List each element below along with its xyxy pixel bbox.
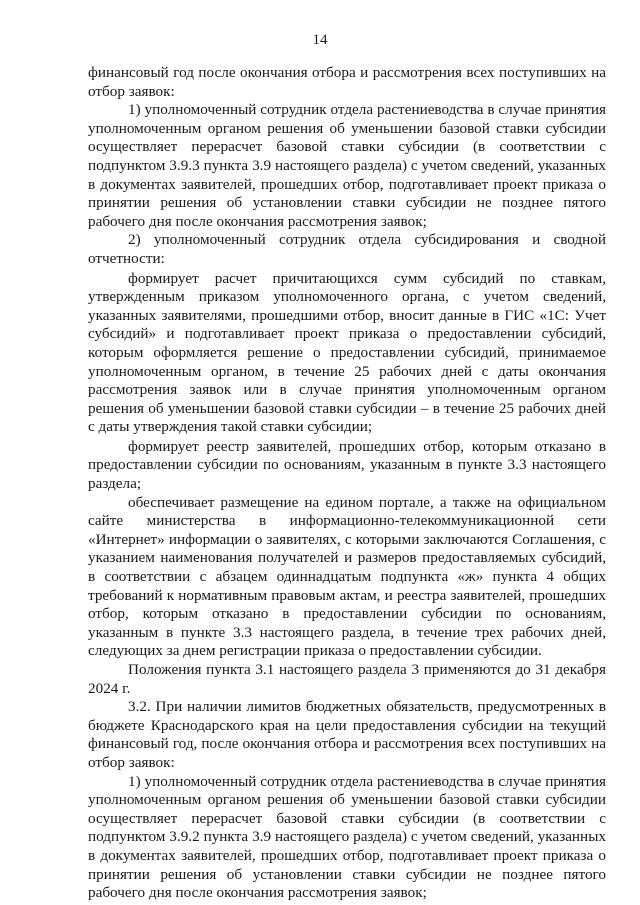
paragraph-3-2: 3.2. При наличии лимитов бюджетных обязательств, предусмотренных в бюджете Краснодарского края на цели предоставления субсидии на текущий финансовый год, после окончания отбора и рассмотрения всех поступивших на отбор заявок: [88,698,606,771]
page-number: 14 [312,32,328,48]
paragraph-continuation: финансовый год после окончания отбора и рассмотрения всех поступивших на отбор заявок: [88,64,606,100]
paragraph-item-1-plant-growing: 1) уполномоченный сотрудник отдела растениеводства в случае принятия уполномоченным органом решения об уменьшении базовой ставки субсидии осуществляет перерасчет базовой ставки субсидии (в соответствии с подпунктом 3.9.3 пункта 3.9 настоящего раздела) с учетом сведений, указанных в документах заявителей, прошедших отбор, подготавливает проект приказа о принятии решения об установлении ставки субсидии не позднее пятого рабочего дня после окончания рассмотрения заявок; [88,101,606,230]
paragraph-item-2-subsidy-dept: 2) уполномоченный сотрудник отдела субсидирования и сводной отчетности: [88,231,606,267]
body-text [88,64,606,903]
paragraph-validity: Положения пункта 3.1 настоящего раздела 3 применяются до 31 декабря 2024 г. [88,661,606,697]
paragraph-calculation: формирует расчет причитающихся сумм субсидий по ставкам, утвержденным приказом уполномоченного органа, с учетом сведений, указанных заявителями, прошедшими отбор, вносит данные в ГИС «1С: Учет субсидий» и подготавливает проект приказа о предоставлении субсидий, которым оформляется решение о предоставлении субсидий, принимаемое уполномоченным органом, в течение 25 рабочих дней с даты окончания рассмотрения заявок или в случае принятия уполномоченным органом решения об уменьшении базовой ставки субсидии – в течение 25 рабочих дней с даты утверждения такой ставки субсидии; [88,269,606,436]
paragraph-registry: формирует реестр заявителей, прошедших отбор, которым отказано в предоставлении субсидии по основаниям, указанным в пункте 3.3 настоящего раздела; [88,437,606,493]
paragraph-publication: обеспечивает размещение на едином портале, а также на официальном сайте министерства в информационно-телекоммуникационной сети «Интернет» информации о заявителях, с которыми заключаются Соглашения, с указанием наименования получателей и размеров предоставляемых субсидий, в соответствии с абзацем одиннадцатым подпункта «ж» пункта 4 общих требований к нормативным правовым актам, и реестра заявителей, прошедших отбор, которым отказано в предоставлении субсидии по основаниям, указанным в пункте 3.3 настоящего раздела, в течение трех рабочих дней, следующих за днем регистрации приказа о предоставлении субсидии. [88,493,606,660]
paragraph-3-2-item-1: 1) уполномоченный сотрудник отдела растениеводства в случае принятия уполномоченным органом решения об уменьшении базовой ставки субсидии осуществляет перерасчет базовой ставки субсидии (в соответствии с подпунктом 3.9.2 пункта 3.9 настоящего раздела) с учетом сведений, указанных в документах заявителей, прошедших отбор, подготавливает проект приказа о принятии решения об установлении ставки субсидии не позднее пятого рабочего дня после окончания рассмотрения заявок; [88,772,606,902]
